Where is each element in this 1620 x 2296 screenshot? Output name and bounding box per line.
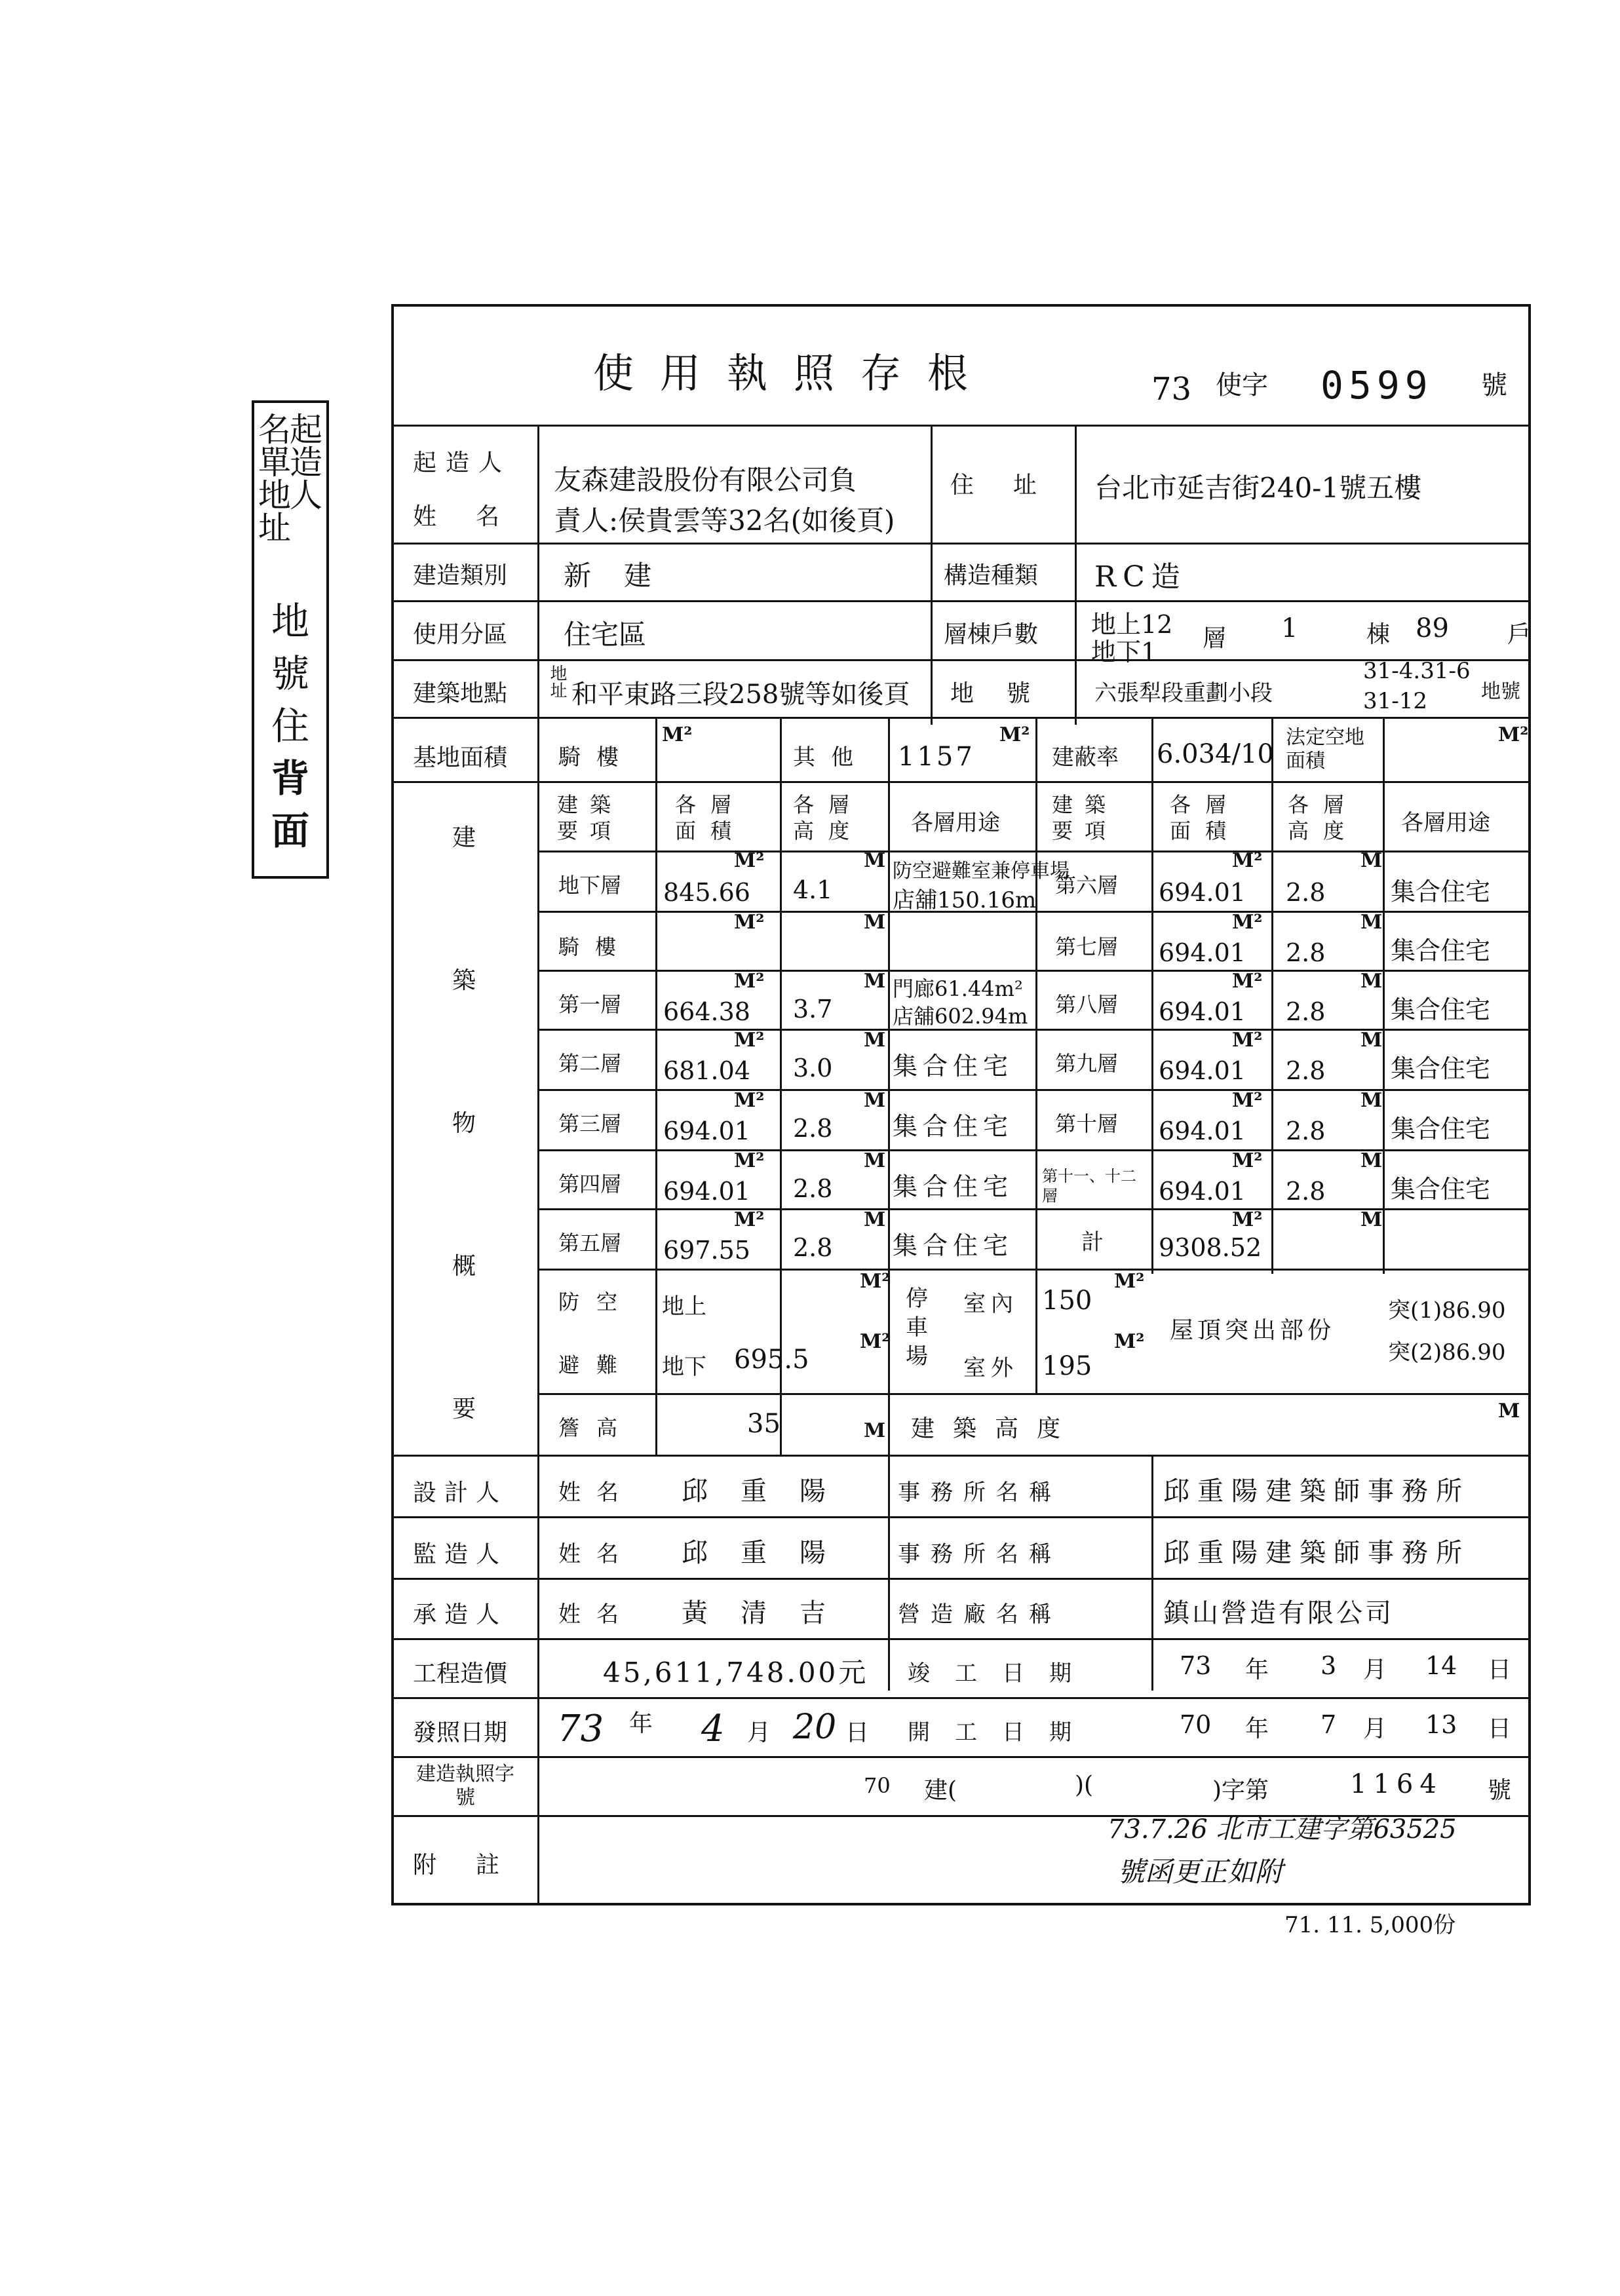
bldg-char-4: 概 [452,1253,476,1280]
floor-name: 第十層 [1055,1111,1119,1136]
designer-office-label: 事務所名稱 [898,1480,1062,1506]
unit-m2: M² [1232,1089,1263,1112]
unit-m: M [1360,1208,1383,1231]
floor-use: 集合住宅 [1391,936,1491,965]
floors-label: 層棟戶數 [944,621,1039,648]
floor-name: 計 [1081,1229,1104,1255]
shelter-above-unit: M² [860,1270,891,1293]
header-height-right: 各層高度 [1288,792,1359,843]
designer-office: 邱重陽建築師事務所 [1163,1476,1470,1506]
unit-m2: M² [734,970,765,993]
roof-value-1: 突(1)86.90 [1388,1297,1506,1324]
issue-m-unit: 月 [747,1719,771,1746]
unit-m2: M² [734,849,765,872]
cost-label: 工程造價 [413,1660,508,1687]
contractor-name: 黃清吉 [682,1598,858,1628]
supervisor-office: 邱重陽建築師事務所 [1163,1538,1470,1568]
note-line-1: 73.7.26 北市工建字第63525 [1108,1814,1457,1845]
unit-m: M [864,849,886,872]
start-month: 7 [1321,1710,1337,1739]
floor-name: 第七層 [1055,934,1119,959]
address-value: 台北市延吉街240-1號五樓 [1094,472,1422,504]
construction-permit-year: 70 [864,1773,891,1798]
parking-outdoor-unit: M² [1114,1330,1145,1353]
completion-d-unit: 日 [1488,1656,1512,1683]
note-label: 附註 [413,1852,539,1879]
shelter-above-label: 地上 [662,1293,706,1320]
note-line-2: 號函更正如附 [1117,1856,1283,1888]
start-day: 13 [1425,1710,1457,1739]
floor-area: 694.01 [663,1117,750,1145]
floor-use-1: 集合住宅 [893,1112,1014,1141]
completion-m-unit: 月 [1363,1656,1387,1683]
designer-name-label: 姓名 [558,1480,634,1506]
rule-20 [391,1697,1531,1699]
floor-name: 第九層 [1055,1051,1119,1076]
side-char-2: 號 [271,651,310,696]
issue-day: 20 [793,1708,837,1747]
side-label-list: 名單地址 [253,412,291,543]
shelter-label-2: 避難 [558,1352,635,1377]
floor-area: 694.01 [1159,1056,1246,1085]
header-use-right: 各層用途 [1401,810,1490,836]
floor-use-1: 門廊61.44m² [893,976,1023,1001]
side-char-4: 背 [271,756,310,801]
floor-area: 664.38 [663,997,750,1026]
completion-label: 竣工日期 [908,1660,1096,1687]
floor-height: 2.8 [793,1233,833,1262]
issue-label: 發照日期 [413,1719,508,1746]
floors-dong: 棟 [1366,621,1391,648]
shelter-below-label: 地下 [662,1354,706,1380]
completion-year: 73 [1180,1651,1212,1680]
side-char-5: 面 [271,809,310,853]
floor-name: 第二層 [558,1051,622,1076]
coverage-label: 建蔽率 [1052,744,1119,771]
site-lot-top: 31-4.31-6 [1363,658,1471,684]
unit-m: M [864,1149,886,1172]
issue-d-unit: 日 [845,1719,870,1746]
floor-height: 2.8 [793,1114,833,1143]
unit-m: M [864,1029,886,1052]
build-height-unit: M [1498,1400,1520,1423]
unit-m2: M² [1232,1149,1263,1172]
cost-value: 45,611,748.00元 [603,1656,869,1689]
side-char-3: 住 [271,704,310,748]
contractor-label: 承造人 [413,1601,508,1628]
site-address: 和平東路三段258號等如後頁 [571,679,910,710]
bldg-char-1: 建 [452,824,476,851]
vrule-use-r [1383,717,1385,1274]
floor-area: 845.66 [663,878,750,907]
side-label-box [252,400,329,879]
side-label-builder: 起造人 [284,412,322,510]
unit-m2: M² [1232,849,1263,872]
floor-area: 694.01 [1159,878,1246,907]
start-label: 開工日期 [908,1719,1096,1746]
rule-3 [391,600,1531,602]
floor-area: 694.01 [1159,1177,1246,1206]
floors-above: 地上12 [1091,610,1173,639]
designer-name: 邱重陽 [682,1476,858,1506]
permit-suffix: 號 [1481,370,1507,400]
rule-15 [537,1393,1531,1395]
floor-height: 2.8 [1286,997,1326,1026]
rule-21 [391,1756,1531,1758]
floors-hu-num: 89 [1416,613,1449,643]
permit-word: 使字 [1216,370,1268,400]
unit-m2: M² [1232,1029,1263,1052]
vrule-area-r [1151,717,1153,1274]
supervisor-name: 邱重陽 [682,1538,858,1568]
unit-m: M [1360,911,1383,934]
site-label: 建築地點 [413,680,508,707]
unit-m: M [864,1208,886,1231]
owner-label: 起造人 [413,450,512,476]
unit-m2: M² [734,1208,765,1231]
floor-name: 第六層 [1055,873,1119,898]
rule-6 [391,781,1531,783]
structure-value: RC造 [1094,560,1187,594]
page-title: 使用執照存根 [593,349,995,397]
vrule-mid-top [931,425,933,725]
unit-m2: M² [1232,911,1263,934]
other-value: 1157 [898,742,975,772]
floor-height: 2.8 [793,1174,833,1203]
address-label: 住址 [950,472,1077,499]
permit-year: 73 [1151,371,1192,408]
build-type-value: 新建 [564,560,685,592]
floors-hu: 戶 [1507,621,1532,648]
parking-indoor-unit: M² [1114,1270,1145,1293]
rule-1 [391,425,1531,427]
floor-height: 3.7 [793,995,833,1024]
unit-m2: M² [734,1089,765,1112]
floor-height: 2.8 [1286,938,1326,967]
structure-label: 構造種類 [944,562,1039,589]
arcade-label: 騎樓 [558,744,634,771]
unit-m: M [864,970,886,993]
construction-permit-build: 建( [924,1777,957,1804]
rule-5 [391,717,1531,719]
contractor-name-label: 姓名 [558,1601,634,1628]
floor-use-1: 集合住宅 [893,1052,1014,1081]
zone-value: 住宅區 [564,619,647,651]
floor-area: 694.01 [1159,997,1246,1026]
header-area-right: 各層面積 [1170,792,1241,843]
vrule-label [537,425,539,1905]
floor-area: 694.01 [1159,1117,1246,1145]
unit-m: M [864,911,886,934]
construction-permit-word: )字第 [1212,1777,1269,1804]
issue-month: 4 [701,1708,725,1750]
rule-14 [537,1269,1531,1271]
contractor-firm-label: 營造廠名稱 [898,1601,1062,1628]
floor-height: 2.8 [1286,1177,1326,1206]
unit-m2: M² [734,1029,765,1052]
floor-name: 第一層 [558,992,622,1017]
site-lot-suffix: 地號 [1481,680,1520,703]
header-height-left: 各層高度 [793,792,864,843]
contractor-firm: 鎮山營造有限公司 [1163,1598,1394,1628]
floor-use-2: 店舖602.94m [893,1004,1028,1029]
start-m-unit: 月 [1363,1715,1387,1742]
unit-m2: M² [734,1149,765,1172]
permit-number: 0599 [1321,363,1433,408]
shelter-below-unit: M² [860,1330,891,1353]
owner-line-2: 責人:侯貴雲等32名(如後頁) [554,505,895,537]
completion-day: 14 [1425,1651,1457,1680]
owner-name-label: 姓名 [413,503,539,530]
header-use-left: 各層用途 [911,810,1000,836]
site-lot-label: 地號 [950,680,1064,707]
supervisor-name-label: 姓名 [558,1541,634,1567]
floor-use: 集合住宅 [1391,1054,1491,1083]
bldg-char-2: 築 [452,967,476,994]
eave-value: 35 [747,1409,781,1439]
eave-label: 簷高 [558,1415,635,1440]
unit-m: M [1360,1029,1383,1052]
start-year: 70 [1180,1710,1212,1739]
floor-use-1: 防空避難室兼停車場 [893,860,1070,883]
floor-name: 騎樓 [558,934,632,959]
floors-ceng: 層 [1203,625,1227,652]
other-label: 其他 [793,744,869,771]
floor-use-1: 集合住宅 [893,1231,1014,1260]
rule-16 [391,1455,1531,1457]
unit-m: M [1360,970,1383,993]
site-addr-label: 地址 [547,664,567,698]
floor-use: 集合住宅 [1391,1115,1491,1143]
vrule-bottom [888,1455,890,1691]
rule-17 [391,1516,1531,1518]
shelter-below-value: 695.5 [734,1345,809,1375]
zone-label: 使用分區 [413,621,508,648]
floor-name: 第八層 [1055,992,1119,1017]
issue-year: 73 [557,1708,604,1750]
floor-area: 9308.52 [1159,1233,1262,1262]
rule-4 [391,659,1531,661]
bldg-char-5: 要 [452,1396,476,1423]
vrule-height-r [1271,717,1273,1274]
arcade-unit: M² [662,723,693,746]
unit-m2: M² [734,911,765,934]
floor-name: 第十一、十二層 [1042,1167,1136,1205]
completion-month: 3 [1321,1651,1337,1680]
roof-value-2: 突(2)86.90 [1388,1339,1506,1366]
other-unit: M² [999,723,1030,746]
construction-permit-number: 1164 [1350,1769,1443,1799]
build-height-label: 建築高度 [911,1415,1079,1442]
designer-label: 設計人 [413,1480,508,1506]
floor-area: 694.01 [1159,938,1246,967]
parking-indoor-label: 室內 [963,1291,1018,1317]
open-space-unit: M² [1498,723,1529,746]
side-char-1: 地 [271,599,310,643]
construction-permit-paren: )( [1075,1772,1094,1799]
rule-19 [391,1638,1531,1640]
floor-use-1: 集合住宅 [893,1172,1014,1201]
rule-18 [391,1578,1531,1580]
completion-y-unit: 年 [1245,1656,1269,1683]
header-item-right: 建築要項 [1052,792,1118,843]
floor-name: 地下層 [558,873,622,898]
floor-name: 第五層 [558,1231,622,1255]
supervisor-label: 監造人 [413,1541,508,1568]
site-section: 六張犁段重劃小段 [1094,680,1273,706]
floor-area: 681.04 [663,1056,750,1085]
floors-below: 地下1 [1091,638,1157,666]
parking-outdoor-label: 室外 [963,1355,1018,1381]
floor-height: 2.8 [1286,1117,1326,1145]
vrule-area [655,717,657,1455]
unit-m: M [864,1089,886,1112]
start-d-unit: 日 [1488,1715,1512,1742]
floor-use: 集合住宅 [1391,877,1491,906]
build-type-label: 建造類別 [413,562,508,589]
floor-height: 2.8 [1286,1056,1326,1085]
header-area-left: 各層面積 [675,792,746,843]
open-space-label: 法定空地面積 [1286,726,1364,773]
bldg-char-3: 物 [452,1110,476,1137]
supervisor-office-label: 事務所名稱 [898,1541,1062,1567]
rule-2 [391,543,1531,545]
unit-m2: M² [1232,970,1263,993]
floor-name: 第四層 [558,1172,622,1196]
floor-use-2: 店舖150.16m [893,887,1037,913]
eave-unit: M [864,1419,886,1442]
unit-m: M [1360,1089,1383,1112]
floor-name: 第三層 [558,1111,622,1136]
vrule-bottom-2 [1151,1455,1153,1691]
issue-y-unit: 年 [629,1710,653,1737]
coverage-value: 6.034/10 [1157,739,1274,769]
floor-height: 3.0 [793,1054,833,1082]
header-item-left: 建築要項 [557,792,623,843]
floors-dong-num: 1 [1281,613,1298,643]
floor-area: 694.01 [663,1177,750,1206]
parking-indoor-value: 150 [1042,1286,1092,1316]
shelter-label-1: 防空 [558,1290,635,1314]
unit-m: M [1360,1149,1383,1172]
start-y-unit: 年 [1245,1715,1269,1742]
construction-permit-suffix: 號 [1488,1777,1512,1804]
vrule-item-r [1035,717,1037,1393]
print-info: 71. 11. 5,000份 [1284,1912,1456,1938]
unit-m: M [1360,849,1383,872]
base-area-label: 基地面積 [413,744,508,771]
floor-area: 697.55 [663,1236,750,1265]
roof-label: 屋頂突出部份 [1170,1317,1336,1344]
floor-height: 4.1 [793,875,833,904]
floor-height: 2.8 [1286,878,1326,907]
parking-outdoor-value: 195 [1042,1351,1092,1381]
floor-use: 集合住宅 [1391,1175,1491,1204]
site-lot-bottom: 31-12 [1363,688,1428,714]
unit-m2: M² [1232,1208,1263,1231]
parking-label: 停車場 [906,1286,928,1369]
owner-line-1: 友森建設股份有限公司負 [554,464,857,496]
construction-permit-label: 建造執照字號 [416,1763,514,1809]
floor-use: 集合住宅 [1391,995,1491,1024]
